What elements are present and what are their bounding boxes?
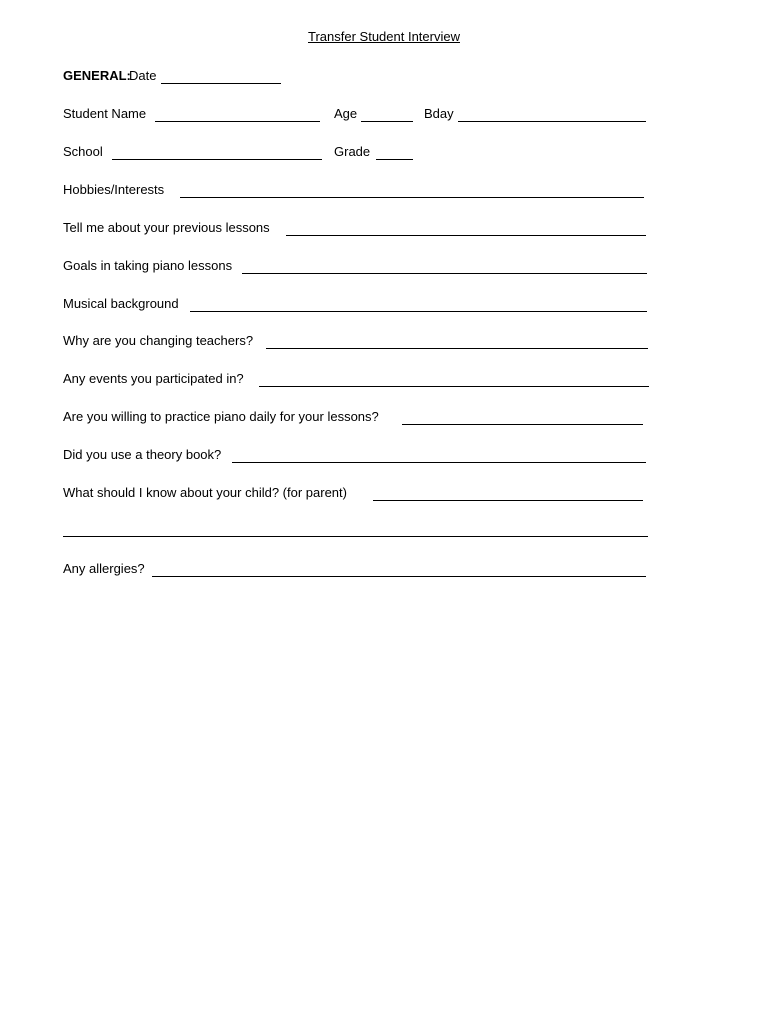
background-label: Musical background (63, 296, 179, 311)
age-label: Age (334, 106, 358, 121)
school-label: School (63, 144, 103, 159)
date-row (63, 68, 653, 86)
know-child-continuation-field[interactable] (63, 536, 648, 537)
student-name-label: Student Name (63, 106, 147, 121)
previous-lessons-label: Tell me about your previous lessons (63, 220, 270, 235)
theory-book-label: Did you use a theory book? (63, 447, 222, 462)
allergies-label: Any allergies? (63, 561, 145, 576)
hobbies-label: Hobbies/Interests (63, 182, 165, 197)
student-info-row (63, 106, 653, 124)
practice-daily-label: Are you willing to practice piano daily for your lessons? (63, 409, 379, 424)
goals-row (63, 258, 653, 276)
form-title: Transfer Student Interview (308, 29, 460, 44)
date-field[interactable] (161, 83, 281, 84)
theory-book-field[interactable] (232, 462, 646, 463)
bday-field[interactable] (458, 121, 646, 122)
allergies-row (63, 561, 653, 579)
goals-field[interactable] (242, 273, 647, 274)
previous-lessons-row (63, 220, 653, 238)
school-row (63, 144, 653, 162)
bday-label: Bday (424, 106, 454, 121)
student-name-field[interactable] (155, 121, 320, 122)
know-child-continuation-row (63, 521, 653, 539)
theory-book-row (63, 447, 653, 465)
practice-daily-field[interactable] (402, 424, 643, 425)
changing-teachers-row (63, 333, 653, 351)
date-label: Date (129, 68, 157, 83)
practice-daily-row (63, 409, 653, 427)
general-section-label: GENERAL: (63, 68, 131, 83)
know-child-row (63, 485, 653, 503)
events-label: Any events you participated in? (63, 371, 244, 386)
know-child-label: What should I know about your child? (for parent) (63, 485, 347, 500)
background-row (63, 296, 653, 314)
age-field[interactable] (361, 121, 413, 122)
grade-field[interactable] (376, 159, 413, 160)
know-child-field[interactable] (373, 500, 643, 501)
allergies-field[interactable] (152, 576, 646, 577)
events-field[interactable] (259, 386, 649, 387)
hobbies-field[interactable] (180, 197, 644, 198)
events-row (63, 371, 653, 389)
background-field[interactable] (190, 311, 647, 312)
grade-label: Grade (334, 144, 371, 159)
goals-label: Goals in taking piano lessons (63, 258, 233, 273)
changing-teachers-label: Why are you changing teachers? (63, 333, 254, 348)
hobbies-row (63, 182, 653, 200)
changing-teachers-field[interactable] (266, 348, 648, 349)
previous-lessons-field[interactable] (286, 235, 646, 236)
school-field[interactable] (112, 159, 322, 160)
